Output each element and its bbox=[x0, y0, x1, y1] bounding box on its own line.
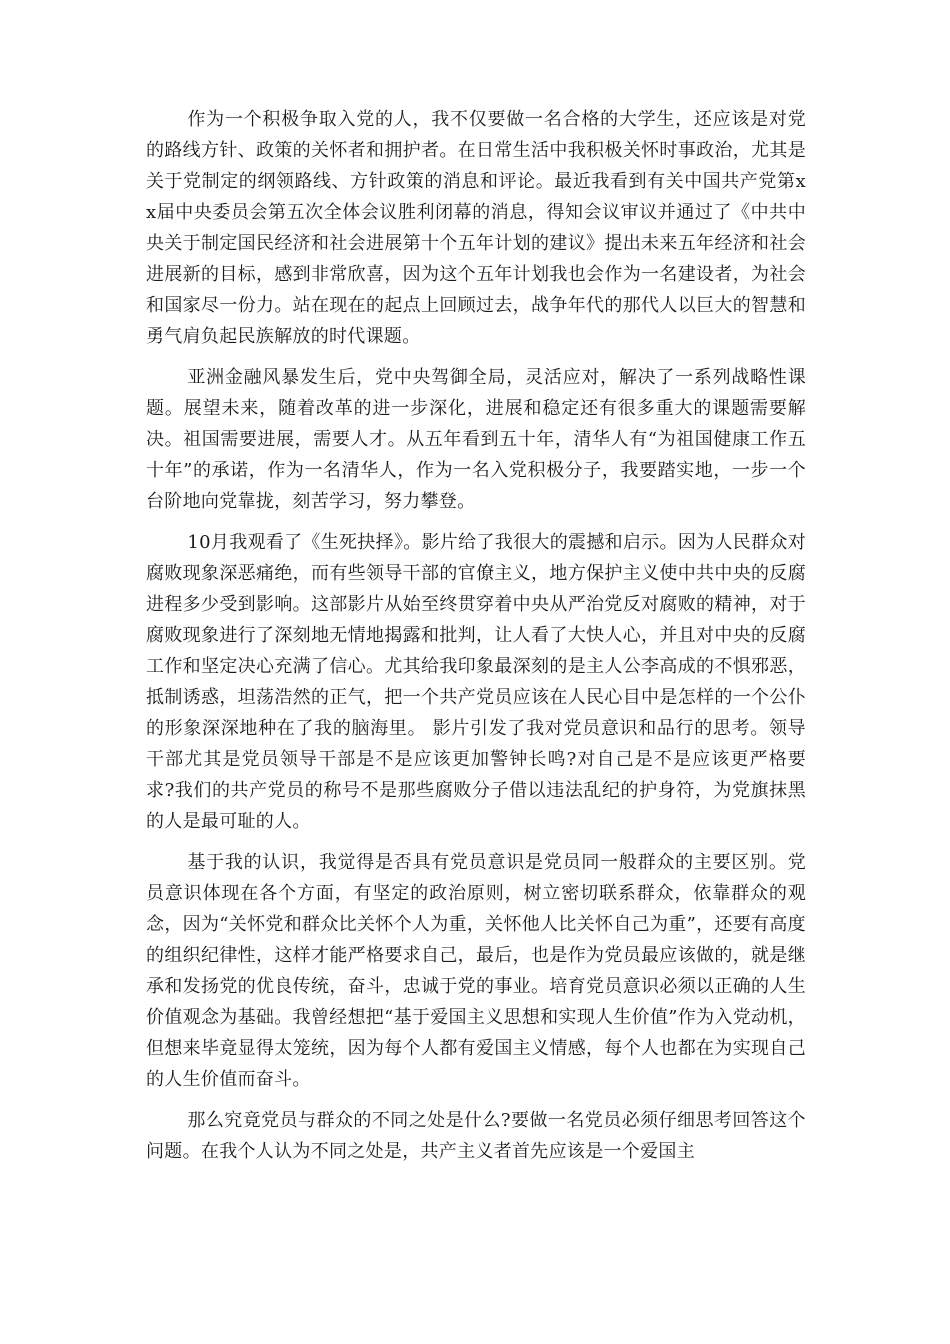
paragraph-2: 亚洲金融风暴发生后，党中央驾御全局，灵活应对，解决了一系列战略性课题。展望未来，随着改革的进一步深化，进展和稳定还有很多重大的课题需要解决。祖国需要进展，需要人才。从五年看到五十年，清华人有“为祖国健康工作五十年”的承诺，作为一名清华人，作为一名入党积极分子，我要踏实地，一步一个台阶地向党靠拢，刻苦学习，努力攀登。 bbox=[146, 367, 806, 512]
paragraph-4: 基于我的认识，我觉得是否具有党员意识是党员同一般群众的主要区别。党员意识体现在各个方面，有坚定的政治原则，树立密切联系群众，依靠群众的观念，因为“关怀党和群众比关怀个人为重，关怀他人比关怀自己为重”，还要有高度的组织纪律性，这样才能严格要求自己，最后，也是作为党员最应该做的，就是继承和发扬党的优良传统，奋斗，忠诚于党的事业。培育党员意识必须以正确的人生价值观念为基础。我曾经想把“基于爱国主义思想和实现人生价值”作为入党动机，但想来毕竟显得太笼统，因为每个人都有爱国主义情感，每个人也都在为实现自己的人生价值而奋斗。 bbox=[146, 852, 806, 1090]
paragraph-5: 那么究竟党员与群众的不同之处是什么?要做一名党员必须仔细思考回答这个问题。在我个人认为不同之处是，共产主义者首先应该是一个爱国主 bbox=[146, 1110, 806, 1162]
paragraph-1: 作为一个积极争取入党的人，我不仅要做一名合格的大学生，还应该是对党的路线方针、政策的关怀者和拥护者。在日常生活中我积极关怀时事政治，尤其是关于党制定的纲领路线、方针政策的消息和评论。最近我看到有关中国共产党第xx届中央委员会第五次全体会议胜利闭幕的消息，得知会议审议并通过了《中共中央关于制定国民经济和社会进展第十个五年计划的建议》提出未来五年经济和社会进展新的目标，感到非常欣喜，因为这个五年计划我也会作为一名建设者，为社会和国家尽一份力。站在现在的起点上回顾过去，战争年代的那代人以巨大的智慧和勇气肩负起民族解放的时代课题。 bbox=[146, 109, 806, 347]
document-body bbox=[146, 104, 806, 1177]
paragraph-3: 10月我观看了《生死抉择》。影片给了我很大的震撼和启示。因为人民群众对腐败现象深恶痛绝，而有些领导干部的官僚主义，地方保护主义使中共中央的反腐进程多少受到影响。这部影片从始至终贯穿着中央从严治党反对腐败的精神，对于腐败现象进行了深刻地无情地揭露和批判，让人看了大快人心，并且对中央的反腐工作和坚定决心充满了信心。尤其给我印象最深刻的是主人公李高成的不惧邪恶，抵制诱惑，坦荡浩然的正气，把一个共产党员应该在人民心目中是怎样的一个公仆的形象深深地种在了我的脑海里。 影片引发了我对党员意识和品行的思考。领导干部尤其是党员领导干部是不是应该更加警钟长鸣?对自己是不是应该更严格要求?我们的共产党员的称号不是那些腐败分子借以违法乱纪的护身符，为党旗抹黑的人是最可耻的人。 bbox=[146, 532, 806, 832]
